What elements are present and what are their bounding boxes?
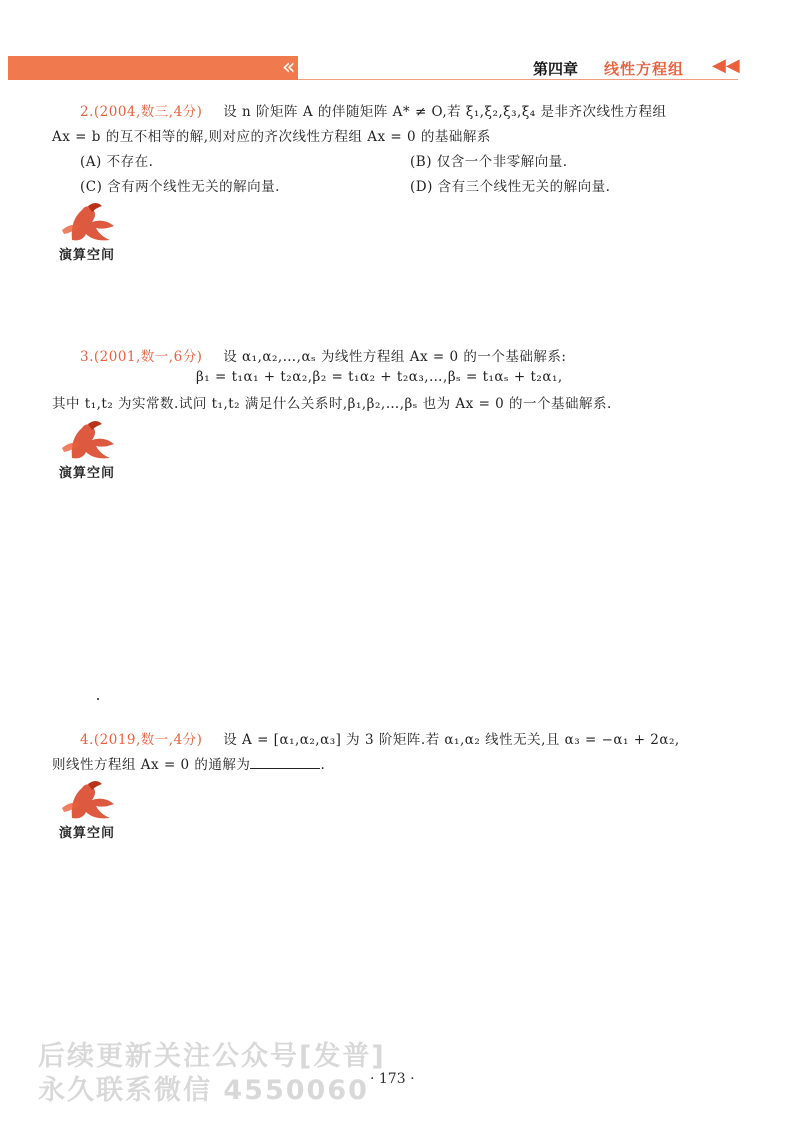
q2-line1 [80,100,666,120]
q4-line2 [52,753,325,773]
logo-figure-icon [52,418,122,464]
page-number: · 173 · [370,1071,415,1087]
q3-line1 [80,345,566,365]
scratch-space-logo [52,778,122,840]
q4-stem-2: 则线性方程组 Ax = 0 的通解为 [52,757,251,773]
q2-option-d: (D) 含有三个线性无关的解向量. [410,179,611,195]
q2-option-a: (A) 不存在. [80,154,154,170]
q3-line3: 其中 t₁,t₂ 为实常数.试问 t₁,t₂ 满足什么关系时,β₁,β₂,…,βₛ 也为 Ax = 0 的一个基础解系. [52,396,612,412]
logo-figure-icon [52,200,122,246]
answer-blank[interactable] [250,756,320,769]
logo-label: 演算空间 [58,466,115,481]
watermark-line-1: 后续更新关注公众号[发普] [38,1041,386,1072]
q2-option-b: (B) 仅含一个非零解向量. [410,154,568,170]
scratch-space-logo [52,418,122,480]
logo-label: 演算空间 [58,826,115,841]
q4-number: 4.(2019,数一,4分) [80,732,203,748]
stray-dot [97,698,99,700]
logo-label: 演算空间 [58,248,115,263]
q2-option-c: (C) 含有两个线性无关的解向量. [80,179,280,195]
header-rule [298,79,738,80]
q4-line1 [80,728,680,748]
q2-number: 2.(2004,数三,4分) [80,104,203,120]
q3-number: 3.(2001,数一,6分) [80,349,203,365]
q2-stem-1: 设 n 阶矩阵 A 的伴随矩阵 A* ≠ O,若 ξ₁,ξ₂,ξ₃,ξ₄ 是非齐次线性方程组 [223,104,667,120]
q2-line2: Ax = b 的互不相等的解,则对应的齐次线性方程组 Ax = 0 的基础解系 [52,129,491,145]
q3-line2: β₁ = t₁α₁ + t₂α₂,β₂ = t₁α₂ + t₂α₃,…,βₛ = t₁αₛ + t₂α₁, [196,369,563,385]
scratch-space-logo [52,200,122,262]
q4-stem-1: 设 A = [α₁,α₂,α₃] 为 3 阶矩阵.若 α₁,α₂ 线性无关,且 α₃ = −α₁ + 2α₂, [223,732,680,748]
logo-figure-icon [52,778,122,824]
header-band [8,56,298,80]
chapter-topic: 线性方程组 [604,60,685,78]
q3-stem-1: 设 α₁,α₂,…,αₛ 为线性方程组 Ax = 0 的一个基础解系: [223,349,567,365]
arrow-left-icon: ◀◀ [712,55,740,76]
chevron-left-icon: « [282,55,296,80]
chapter-title: 第四章 [533,60,579,78]
q4-period: . [320,757,326,773]
watermark-line-2: 永久联系微信 4550060 [38,1075,369,1106]
